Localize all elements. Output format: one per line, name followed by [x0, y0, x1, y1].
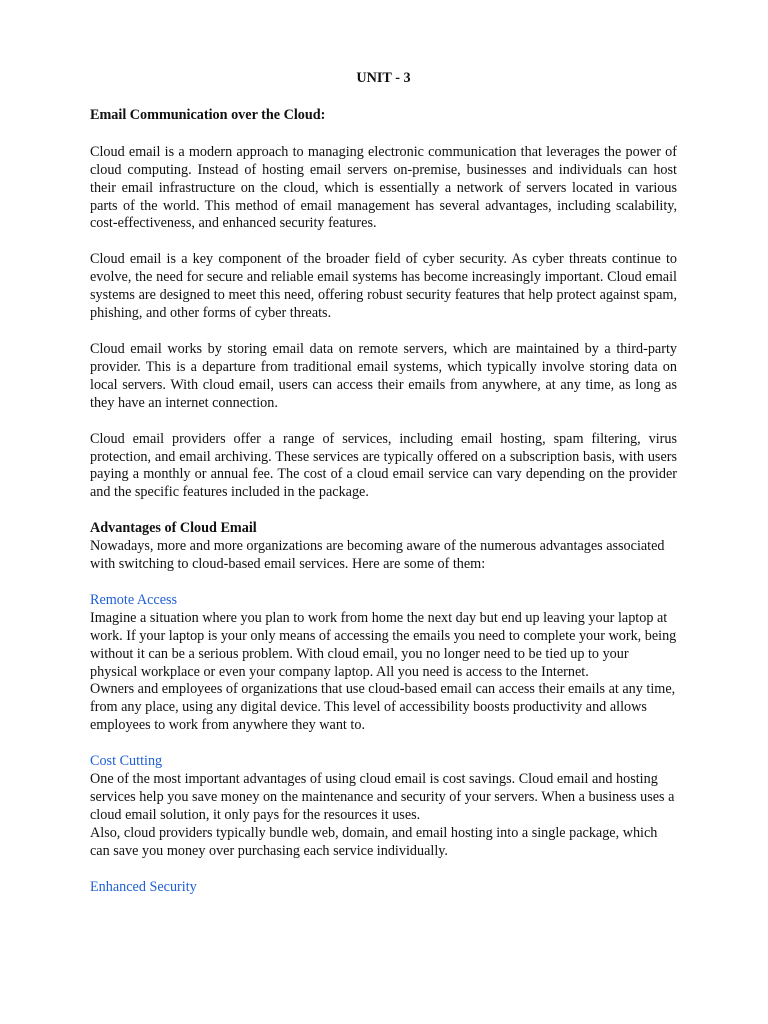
intro-paragraph-4: Cloud email providers offer a range of services, including email hosting, spam filtering, virus protection, and email archiving. These services are typically offered on a subscription basis, with users paying a monthly or annual fee. The cost of a cloud email service can vary depending on the provider and the specific features included in the package.	[90, 430, 677, 501]
cost-cutting-heading: Cost Cutting	[90, 753, 163, 770]
intro-paragraph-3: Cloud email works by storing email data on remote servers, which are maintained by a third-party provider. This is a departure from traditional email systems, which typically involve storing data on local servers. With cloud email, users can access their emails from anywhere, at any time, as long as they have an internet connection.	[90, 340, 677, 411]
document-page	[90, 70, 677, 897]
advantages-intro: Nowadays, more and more organizations are becoming aware of the numerous advantages associated with switching to cloud-based email services. Here are some of them:	[90, 538, 665, 573]
advantages-heading: Advantages of Cloud Email	[90, 520, 257, 537]
intro-paragraph-2: Cloud email is a key component of the broader field of cyber security. As cyber threats continue to evolve, the need for secure and reliable email systems has become increasingly important. Cloud email systems are designed to meet this need, offering robust security features that help protect against spam, phishing, and other forms of cyber threats.	[90, 251, 677, 322]
unit-title: UNIT - 3	[356, 70, 411, 86]
remote-access-paragraph-2: Owners and employees of organizations that use cloud-based email can access their emails at any time, from any place, using any digital device. This level of accessibility boosts productivity and allows employees to work from anywhere they want to.	[90, 681, 676, 734]
cost-cutting-paragraph-2: Also, cloud providers typically bundle web, domain, and email hosting into a single package, which can save you money over purchasing each service individually.	[90, 824, 658, 859]
remote-access-heading: Remote Access	[90, 591, 178, 608]
main-heading: Email Communication over the Cloud:	[90, 106, 326, 123]
remote-access-paragraph-1: Imagine a situation where you plan to work from home the next day but end up leaving your laptop at work. If your laptop is your only means of accessing the emails you need to complete your work, being without it can be a serious problem. With cloud email, you no longer need to be tied up to your physical workplace or even your company laptop. All you need is access to the Internet.	[90, 609, 677, 680]
enhanced-security-heading: Enhanced Security	[90, 878, 197, 895]
cost-cutting-paragraph-1: One of the most important advantages of using cloud email is cost savings. Cloud email and hosting services help you save money on the maintenance and security of your servers. When a business uses a cloud email solution, it only pays for the resources it uses.	[90, 771, 675, 823]
intro-paragraph-1: Cloud email is a modern approach to managing electronic communication that leverages the power of cloud computing. Instead of hosting email servers on-premise, businesses and individuals can host their email infrastructure on the cloud, which is essentially a network of servers located in various parts of the world. This method of email management has several advantages, including scalability, cost-effectiveness, and enhanced security features.	[90, 143, 677, 232]
